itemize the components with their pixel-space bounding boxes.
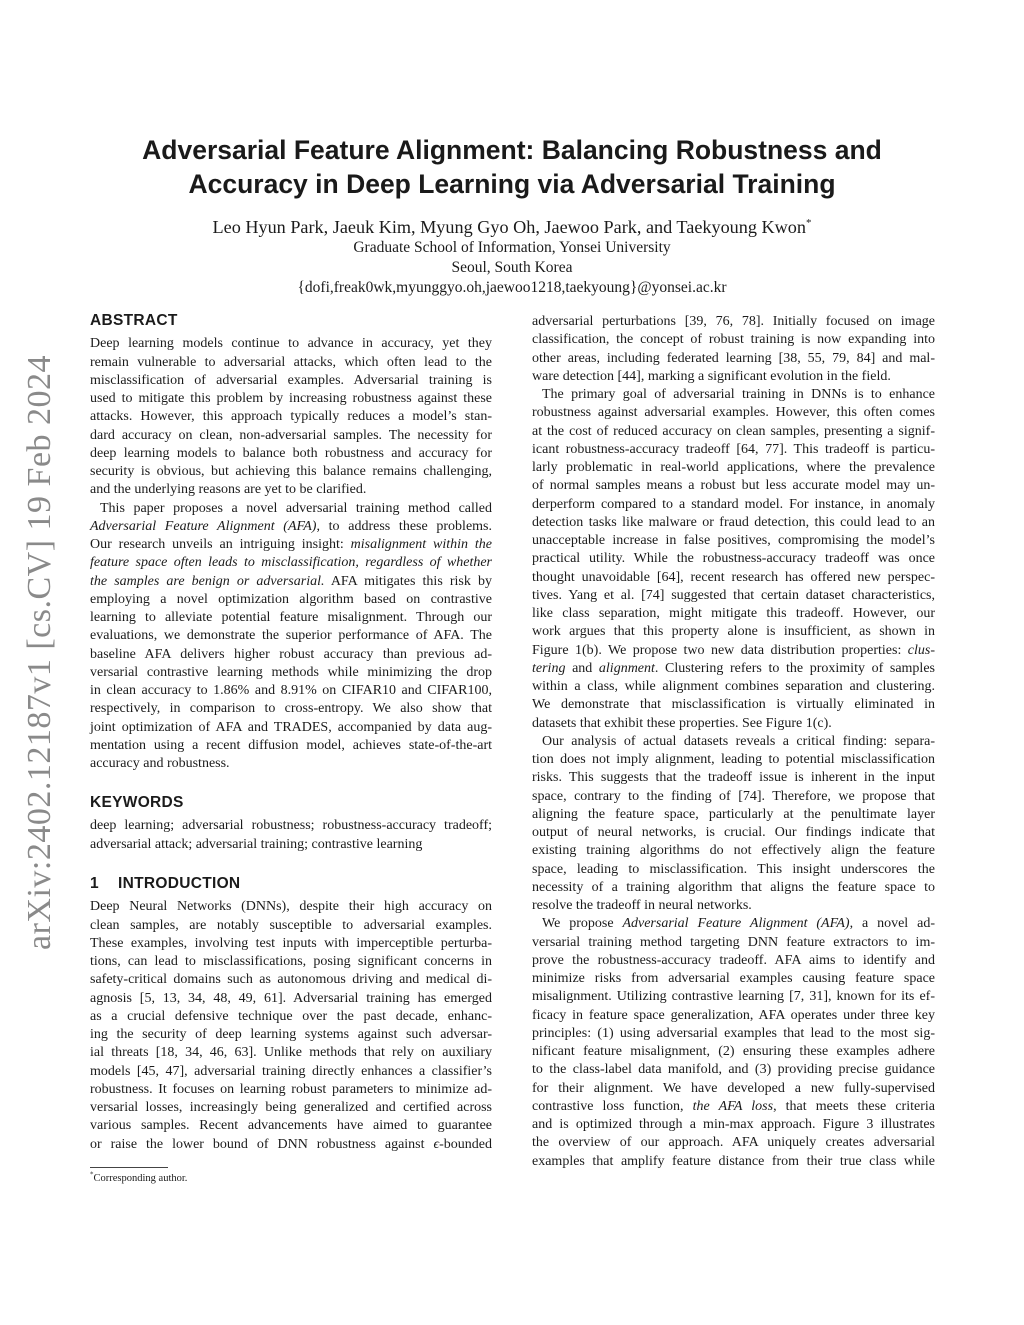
text-line: examples that amplify feature distance from their true class while: [532, 1153, 935, 1169]
text-line: employing a novel optimization algorithm based on contrastive: [90, 591, 492, 607]
text-line: remain vulnerable to adversarial attacks, which often lead to the: [90, 354, 492, 370]
text-line: dard accuracy on clean, non-adversarial samples. The necessity for: [90, 427, 492, 443]
text-line: adversarial attack; adversarial training; contrastive learning: [90, 836, 423, 852]
affiliation-location: Seoul, South Korea: [451, 259, 573, 276]
text-line: robustness. It focuses on learning robust parameters to minimize ad-: [90, 1081, 492, 1097]
introduction-section: [90, 875, 492, 1154]
affiliation-institution: Graduate School of Information, Yonsei University: [353, 239, 671, 256]
text-line: ficacy in feature space generalization, AFA operates under three key: [532, 1007, 935, 1023]
text-line: evaluations, we demonstrate the superior performance of AFA. The: [90, 628, 492, 644]
text-line: versarial losses, increasingly being generalized and certified across: [90, 1100, 492, 1115]
text-line: classification, the concept of robust training is now expanding into: [532, 332, 935, 348]
text-line: and the underlying reasons are yet to be clarified.: [90, 482, 367, 498]
text-line: unacceptable increase in false positives, compromising the model’s: [532, 533, 935, 548]
text-line: models [45, 47], adversarial training directly enhances a classifier’s: [90, 1063, 492, 1079]
arxiv-identifier: arXiv:2402.12187v1 [cs.CV] 19 Feb 2024: [21, 354, 58, 950]
text-line: versarial training method targeting DNN feature extractors to im-: [532, 934, 935, 950]
section-number: 1: [90, 875, 99, 892]
title-line-2: Accuracy in Deep Learning via Adversarial Training: [188, 169, 836, 199]
text-line: larly problematic in real-world applications, where the prevalence: [532, 460, 935, 475]
text-line: Adversarial Feature Alignment (AFA), to address these problems.: [90, 518, 492, 534]
text-line: The primary goal of adversarial training in DNNs is to enhance: [542, 387, 935, 402]
text-line: of normal samples means a robust but less accurate model may un-: [532, 478, 935, 494]
intro-paragraph-3: [532, 733, 935, 916]
abstract-heading: ABSTRACT: [90, 312, 178, 329]
text-line: risks. This suggests that the tradeoff issue is inherent in the input: [532, 770, 935, 786]
text-line: tions, can lead to misclassifications, posing significant concerns in: [90, 954, 492, 969]
text-line: misalignment. Utilizing contrastive learning [7, 31], known for its ef-: [532, 989, 935, 1005]
abstract-paragraph-2: [90, 500, 492, 774]
text-line: used to mitigate this problem by increasing robustness against these: [90, 391, 492, 406]
text-line: and is optimized through a min-max approach. Figure 3 illustrates: [532, 1117, 935, 1132]
text-line: baseline AFA delivers higher robust accuracy than previous ad-: [90, 646, 492, 662]
text-line: to the class-label data manifold, and (3) providing precise guidance: [532, 1062, 935, 1078]
text-line: resolve the tradeoff in neural networks.: [532, 898, 752, 913]
text-line: Our analysis of actual datasets reveals a critical finding: separa-: [542, 733, 935, 749]
text-line: nificant feature misalignment, (2) ensuring these examples adhere: [532, 1044, 935, 1059]
text-line: We propose Adversarial Feature Alignment (AFA), a novel ad-: [542, 916, 935, 932]
text-line: tives. Yang et al. [74] suggested that certain dataset characteristics,: [532, 587, 935, 603]
text-line: minimize risks from adversarial examples causing feature space: [532, 971, 935, 986]
text-line: prove the robustness-accuracy tradeoff. AFA aims to identify and: [532, 952, 935, 968]
text-line: respectively, in comparison to cross-entropy. We also show that: [90, 701, 492, 717]
corresponding-author-mark: *: [805, 216, 812, 229]
text-line: necessity of a training algorithm that aligns the feature space to: [532, 879, 935, 895]
epsilon-symbol: ϵ: [433, 1136, 440, 1152]
footnote-rule: [90, 1167, 168, 1168]
intro-paragraph-2: [532, 386, 935, 733]
affiliation: [100, 238, 924, 298]
text-line: misclassification of adversarial examples. Adversarial training is: [90, 372, 492, 388]
introduction-paragraph-1: [90, 898, 492, 1154]
text-line: output of neural networks, is crucial. Our findings indicate that: [532, 825, 935, 840]
text-line: deep learning models to balance both robustness and accuracy for: [90, 445, 492, 461]
paper-title: [100, 133, 924, 201]
text-line: robustness against adversarial examples. However, this often comes: [532, 405, 935, 421]
text-line: aligning the feature space, particularly at the penultimate layer: [532, 806, 935, 822]
text-line: ware detection [44], marking a significant evolution in the field.: [532, 368, 891, 384]
abstract-paragraph-1: [90, 335, 492, 499]
text-line: at the cost of reduced accuracy on clean samples, presenting a signif-: [532, 423, 935, 439]
keywords-section: [90, 794, 492, 854]
text-line: Deep Neural Networks (DNNs), despite their high accuracy on: [90, 899, 492, 915]
footnote-mark: *: [90, 1170, 94, 1179]
text-line: tion does not imply alignment, leading to potential misclassification: [532, 752, 935, 767]
text-line: ial threats [18, 34, 46, 63]. Unlike methods that rely on auxiliary: [90, 1045, 492, 1061]
text-line: This paper proposes a novel adversarial training method called: [100, 500, 492, 516]
text-line: work argues that this property alone is insufficient, as shown in: [532, 624, 935, 640]
text-line: contrastive loss function, the AFA loss, that meets these criteria: [532, 1098, 935, 1114]
text-line: for their alignment. We have developed a new fully-supervised: [532, 1080, 935, 1096]
text-line: accuracy and robustness.: [90, 756, 230, 771]
footnote-text: Corresponding author.: [93, 1173, 188, 1184]
text-line: the overview of our approach. AFA uniquely creates adversarial: [532, 1135, 935, 1151]
text-line: derperform compared to a standard model. For instance, in anomaly: [532, 496, 935, 512]
text-line: Deep learning models continue to advance in accuracy, yet they: [90, 336, 492, 352]
intro-paragraph-4: [532, 915, 935, 1171]
text-line: datasets that exhibit these properties. See Figure 1(c).: [532, 715, 832, 731]
author-names: Leo Hyun Park, Jaeuk Kim, Myung Gyo Oh, Jaewoo Park, and Taekyoung Kwon: [212, 217, 806, 237]
text-line: principles: (1) using adversarial examples that lead to the most sig-: [532, 1025, 935, 1041]
author-list: [100, 215, 924, 239]
text-line: practical utility. While the robustness-accuracy tradeoff was once: [532, 551, 935, 567]
text-line: within a class, while alignment combines separation and clustering.: [532, 679, 935, 694]
text-line: mentation using a recent diffusion model, achieves state-of-the-art: [90, 737, 492, 753]
section-title: INTRODUCTION: [118, 875, 241, 892]
text-line: clean samples, are notably susceptible to adversarial examples.: [90, 917, 492, 933]
text-line: the samples are benign or adversarial. AFA mitigates this risk by: [90, 573, 492, 589]
text-line: icant robustness-accuracy tradeoff [64, 77]. This tradeoff is particu-: [532, 441, 935, 457]
text-line: like class separation, might mitigate this tradeoff. However, our: [532, 606, 935, 621]
text-line: space, contrary to the finding of [74]. Therefore, we propose that: [532, 788, 935, 804]
text-line: adversarial perturbations [39, 76, 78]. Initially focused on image: [532, 314, 935, 329]
text-line: feature space often leads to misclassification, regardless of whether: [90, 555, 492, 571]
text-line: learning to alleviate potential feature misalignment. Through our: [90, 610, 492, 625]
text-line: We demonstrate that misclassification is virtually eliminated in: [532, 697, 935, 713]
text-line: Our research unveils an intriguing insight: misalignment within the: [90, 537, 492, 552]
right-column: [532, 313, 935, 1171]
text-line: various samples. Recent advancements have aimed to guarantee: [90, 1118, 492, 1134]
text-line: deep learning; adversarial robustness; robustness-accuracy tradeoff;: [90, 818, 492, 834]
text-line: thought unavoidable [64], recent research has offered new perspec-: [532, 569, 935, 585]
introduction-heading: [90, 875, 492, 893]
text-line: existing training algorithms do not effectively align the feature: [532, 843, 935, 859]
intro-paragraph-continued: [532, 313, 935, 386]
text-line: versarial contrastive learning methods while minimizing the drop: [90, 664, 492, 680]
afa-term: Adversarial Feature Alignment (AFA): [90, 518, 317, 534]
text-line: space, leading to misclassification. This insight underscores the: [532, 861, 935, 877]
footnote: [90, 1172, 187, 1186]
text-line: Figure 1(b). We propose two new data distribution properties: clus-: [532, 642, 935, 658]
text-line: in clean accuracy to 1.86% and 8.91% on CIFAR10 and CIFAR100,: [90, 683, 492, 698]
text-line: attacks. However, this approach typically reduces a model’s stan-: [90, 409, 492, 425]
text-line: detection tasks like malware or fraud detection, this could lead to an: [532, 514, 935, 530]
text-line: safety-critical domains such as autonomous driving and medical di-: [90, 972, 492, 988]
keywords-heading: KEYWORDS: [90, 794, 184, 811]
title-line-1: Adversarial Feature Alignment: Balancing Robustness and: [142, 135, 882, 165]
text-line: These examples, involving test inputs with imperceptible perturba-: [90, 935, 492, 951]
text-line: joint optimization of AFA and TRADES, accompanied by data aug-: [90, 719, 492, 735]
text-line: ing the security of deep learning systems against such adversar-: [90, 1027, 492, 1042]
text-line: or raise the lower bound of DNN robustness against ϵ-bounded: [90, 1136, 492, 1152]
affiliation-emails: {dofi,freak0wk,myunggyo.oh,jaewoo1218,taekyoung}@yonsei.ac.kr: [297, 279, 727, 296]
abstract-section: [90, 312, 492, 773]
text-line: other areas, including federated learning [38, 55, 79, 84] and mal-: [532, 350, 935, 366]
text-line: tering and alignment. Clustering refers to the proximity of samples: [532, 660, 935, 676]
text-line: agnosis [5, 13, 34, 48, 49, 61]. Adversarial training has emerged: [90, 990, 492, 1006]
text-line: as a crucial defensive technique over the past decade, enhanc-: [90, 1008, 492, 1024]
text-line: security is obvious, but achieving this balance remains challenging,: [90, 464, 492, 479]
